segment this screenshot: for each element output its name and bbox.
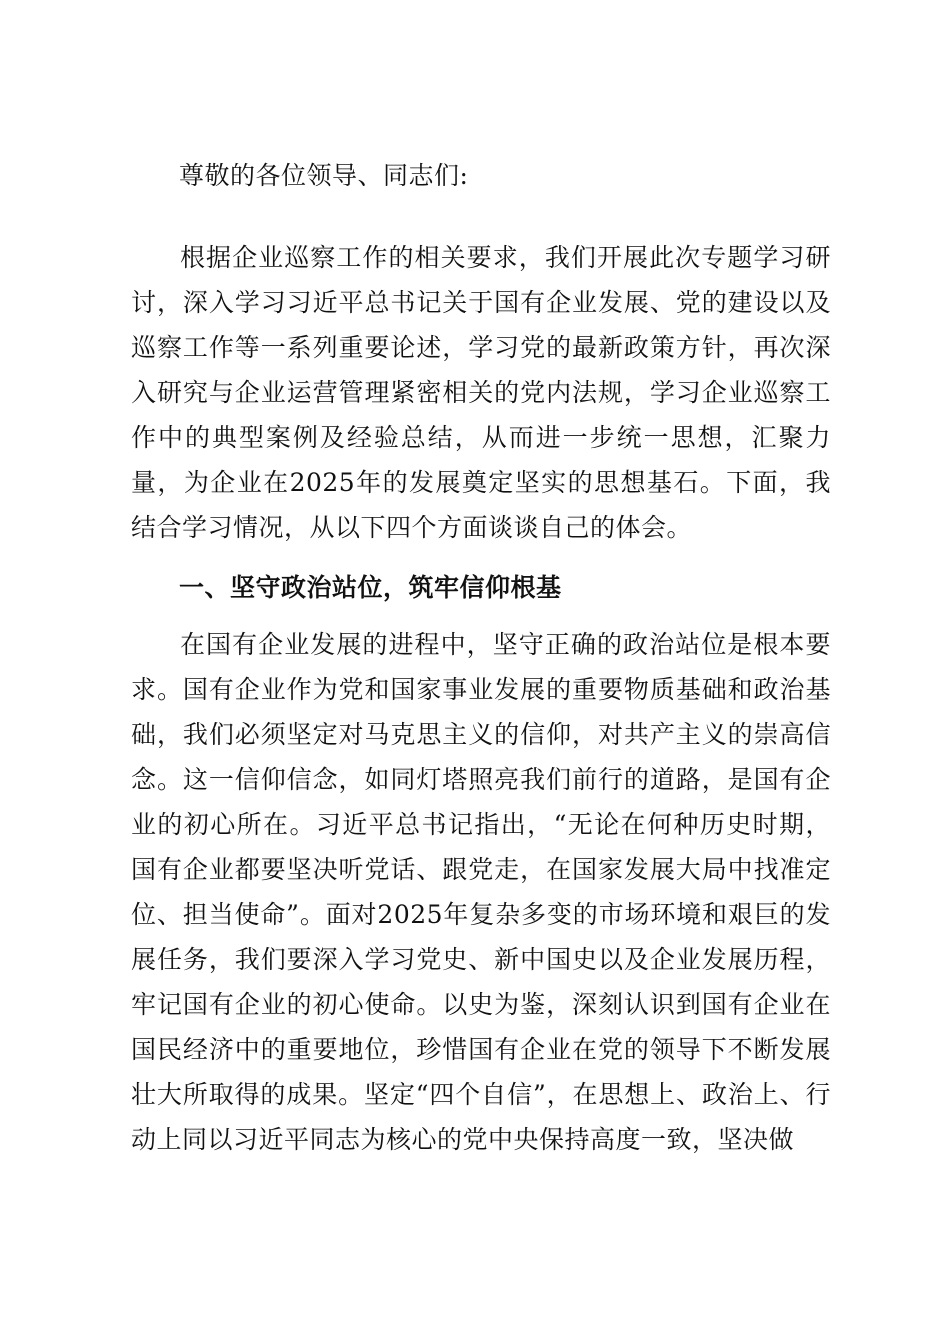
section-heading-1: 一、坚守政治站位，筑牢信仰根基 xyxy=(179,573,562,602)
intro-paragraph: 根据企业巡察工作的相关要求，我们开展此次专题学习研讨，深入学习习近平总书记关于国有企业发展、党的建设以及巡察工作等一系列重要论述，学习党的最新政策方针，再次深入研究与企业运营管理紧密相关的党内法规，学习企业巡察工作中的典型案例及经验总结，从而进一步统一思想，汇聚力量，为企业在2025年的发展奠定坚实的思想基石。下面，我结合学习情况，从以下四个方面谈谈自己的体会。 xyxy=(131,243,831,542)
salutation: 尊敬的各位领导、同志们: xyxy=(179,161,469,190)
section-1-paragraph: 在国有企业发展的进程中，坚守正确的政治站位是根本要求。国有企业作为党和国家事业发展的重要物质基础和政治基础，我们必须坚定对马克思主义的信仰，对共产主义的崇高信念。这一信仰信念，如同灯塔照亮我们前行的道路，是国有企业的初心所在。习近平总书记指出，“无论在何种历史时期，国有企业都要坚决听党话、跟党走，在国家发展大局中找准定位、担当使命”。面对2025年复杂多变的市场环境和艰巨的发展任务，我们要深入学习党史、新中国史以及企业发展历程，牢记国有企业的初心使命。以史为鉴，深刻认识到国有企业在国民经济中的重要地位，珍惜国有企业在党的领导下不断发展壮大所取得的成果。坚定“四个自信”，在思想上、政治上、行动上同以习近平同志为核心的党中央保持高度一致，坚决做 xyxy=(131,630,831,1154)
